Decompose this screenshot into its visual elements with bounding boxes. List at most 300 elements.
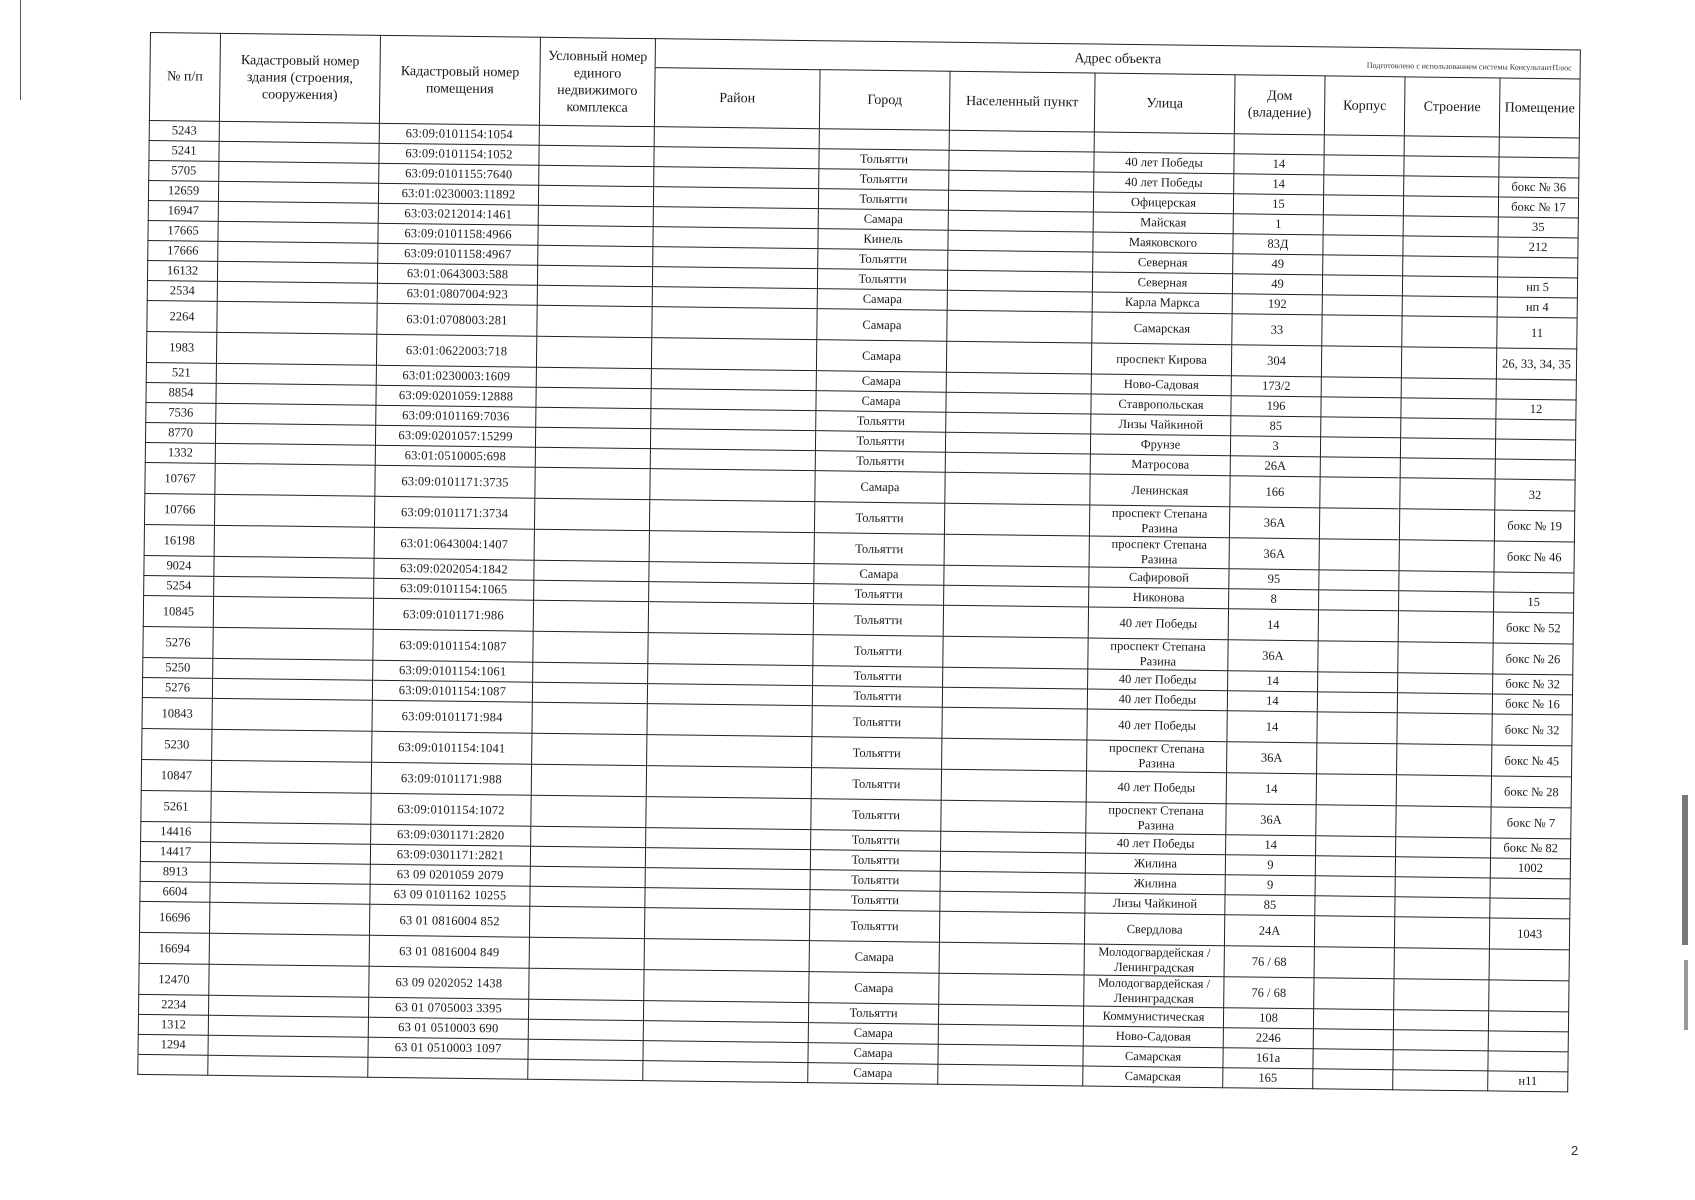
cell-street: Никонова [1089, 587, 1229, 609]
cell-room-cadastral: 63:09:0101154:1065 [374, 578, 534, 600]
cell-building [1404, 176, 1499, 197]
cell-settlement [949, 150, 1094, 172]
cell-complex-number [535, 427, 650, 448]
cell-city: Тольятти [812, 706, 942, 739]
cell-building [1401, 418, 1496, 439]
cell-street: проспект Степана Разина [1087, 740, 1227, 773]
cell-room-cadastral: 63:09:0101154:1052 [379, 143, 539, 165]
cell-complex-number [528, 1059, 643, 1080]
cell-room-cadastral: 63:09:0101154:1072 [371, 793, 531, 826]
cell-settlement [946, 412, 1091, 434]
cell-korpus [1321, 346, 1401, 378]
cell-premises [1490, 898, 1570, 919]
cell-korpus [1319, 570, 1399, 591]
cell-npp: 2534 [147, 280, 217, 301]
cell-complex-number [532, 682, 647, 703]
cell-settlement [940, 871, 1085, 893]
cell-settlement [944, 565, 1089, 587]
cell-building-cadastral [211, 760, 371, 793]
cell-settlement [943, 605, 1088, 638]
header-korpus: Корпус [1324, 76, 1405, 136]
cell-building [1394, 917, 1489, 949]
cell-district [644, 908, 809, 941]
cell-premises: 32 [1495, 479, 1575, 511]
cell-building [1396, 775, 1491, 807]
cell-room-cadastral: 63:09:0101171:3734 [374, 496, 534, 529]
cell-house: 14 [1226, 835, 1316, 856]
cell-premises [1495, 459, 1575, 480]
cell-house: 2246 [1223, 1028, 1313, 1049]
cell-korpus [1313, 1049, 1393, 1070]
cell-npp: 6604 [140, 881, 210, 902]
cell-complex-number [529, 968, 644, 1000]
cell-city: Тольятти [814, 584, 944, 606]
cell-room-cadastral: 63 09 0101162 10255 [370, 884, 530, 906]
cell-building-cadastral [218, 201, 378, 223]
cell-room-cadastral: 63:09:0301171:2821 [370, 844, 530, 866]
cell-street: Ленинская [1090, 474, 1230, 507]
cell-room-cadastral: 63:01:0510005:698 [375, 445, 535, 467]
cell-street: Карла Маркса [1092, 292, 1232, 314]
cell-street: Ново-Садовая [1091, 374, 1231, 396]
cell-korpus [1322, 295, 1402, 316]
cell-premises: бокс № 28 [1491, 776, 1571, 808]
cell-building [1398, 611, 1493, 643]
cell-building [1396, 837, 1491, 858]
cell-district [650, 469, 815, 502]
cell-house: 9 [1225, 875, 1315, 896]
cell-premises [1489, 980, 1569, 1012]
cell-street: 40 лет Победы [1088, 607, 1228, 640]
cell-building [1396, 806, 1491, 838]
cell-building [1403, 196, 1498, 217]
cell-city: Самара [816, 371, 946, 393]
cell-complex-number [536, 387, 651, 408]
cell-npp: 7536 [146, 402, 216, 423]
cell-house: 304 [1231, 345, 1321, 377]
cell-npp: 5243 [149, 120, 219, 141]
cell-city: Тольятти [809, 910, 939, 943]
cell-room-cadastral: 63:09:0101154:1087 [372, 680, 532, 702]
cell-building-cadastral [218, 241, 378, 263]
cell-district [651, 369, 816, 391]
cell-street: 40 лет Победы [1086, 771, 1226, 804]
cell-district [648, 602, 813, 635]
scan-edge-line [20, 0, 21, 100]
cell-complex-number [536, 336, 651, 368]
cell-korpus [1316, 774, 1396, 806]
cell-room-cadastral: 63 01 0510003 1097 [368, 1037, 528, 1059]
cell-city: Самара [818, 209, 948, 231]
cell-building [1402, 276, 1497, 297]
cell-npp: 16198 [144, 524, 214, 556]
cell-room-cadastral: 63:09:0101158:4967 [378, 243, 538, 265]
cell-district [648, 633, 813, 666]
cell-city: Тольятти [814, 502, 944, 535]
cell-city: Тольятти [810, 890, 940, 912]
cell-korpus [1319, 508, 1399, 540]
cell-npp: 1983 [146, 331, 216, 363]
cell-building-cadastral [209, 964, 369, 997]
cell-room-cadastral: 63:09:0101154:1041 [372, 731, 532, 764]
cell-settlement [947, 270, 1092, 292]
cell-building-cadastral [208, 995, 368, 1017]
cell-room-cadastral: 63 09 0201059 2079 [370, 864, 530, 886]
cell-settlement [946, 341, 1091, 374]
cell-premises [1488, 1011, 1568, 1032]
cell-korpus [1321, 377, 1401, 398]
cell-district [645, 888, 810, 910]
cell-npp: 5241 [149, 140, 219, 161]
cell-street: проспект Степана Разина [1088, 638, 1228, 671]
cell-npp: 8770 [145, 422, 215, 443]
cell-premises: 1002 [1490, 858, 1570, 879]
cell-premises: бокс № 19 [1494, 510, 1574, 542]
cell-premises [1496, 419, 1576, 440]
cell-building [1399, 540, 1494, 572]
cell-city: Кинель [818, 229, 948, 251]
cell-street: 40 лет Победы [1087, 689, 1227, 711]
cell-korpus [1317, 692, 1397, 713]
cell-district [645, 868, 810, 890]
cell-premises [1488, 1031, 1568, 1052]
cell-city: Самара [809, 972, 939, 1005]
cell-street: проспект Степана Разина [1089, 536, 1229, 569]
cell-npp: 10845 [143, 595, 213, 627]
cell-npp: 5276 [142, 677, 212, 698]
cell-npp: 12470 [139, 963, 209, 995]
cell-room-cadastral: 63 01 0816004 852 [369, 904, 529, 937]
cell-building [1397, 713, 1492, 745]
cell-house: 192 [1232, 294, 1322, 315]
header-complex-number: Условный номер единого недвижимого комплекса [539, 37, 655, 126]
cell-city: Тольятти [812, 737, 942, 770]
cell-building-cadastral [209, 902, 369, 935]
cell-premises: бокс № 45 [1492, 745, 1572, 777]
cell-premises [1488, 1051, 1568, 1072]
cell-district [647, 704, 812, 737]
cell-room-cadastral: 63:09:0201057:15299 [375, 425, 535, 447]
cell-building-cadastral [212, 729, 372, 762]
cell-house: 14 [1234, 174, 1324, 195]
cell-premises [1490, 878, 1570, 899]
cell-building-cadastral [208, 1015, 368, 1037]
cell-district [644, 939, 809, 972]
cell-city: Тольятти [812, 686, 942, 708]
cell-premises: нп 5 [1497, 277, 1577, 298]
cell-city: Тольятти [815, 431, 945, 453]
cell-building-cadastral [214, 525, 374, 558]
cell-complex-number [528, 999, 643, 1020]
cell-complex-number [534, 529, 649, 561]
cell-settlement [938, 1064, 1083, 1086]
cell-city: Самара [815, 471, 945, 504]
cell-korpus [1319, 539, 1399, 571]
cell-building [1395, 857, 1490, 878]
cell-building-cadastral [215, 443, 375, 465]
cell-settlement [948, 230, 1093, 252]
cell-street: 40 лет Победы [1094, 152, 1234, 174]
cell-korpus [1313, 1029, 1393, 1050]
cell-house: 36А [1228, 640, 1318, 672]
cell-building [1397, 693, 1492, 714]
cell-premises [1495, 439, 1575, 460]
cell-house: 166 [1230, 476, 1320, 508]
cell-district [653, 187, 818, 209]
cell-district [649, 582, 814, 604]
cell-building-cadastral [218, 221, 378, 243]
cell-korpus [1324, 155, 1404, 176]
cell-building [1399, 509, 1494, 541]
cell-settlement [944, 585, 1089, 607]
cell-house: 33 [1232, 314, 1322, 346]
header-premises: Помещение [1499, 78, 1580, 138]
cell-building-cadastral [216, 403, 376, 425]
cell-complex-number [534, 498, 649, 530]
header-settlement: Населенный пункт [949, 71, 1095, 132]
cell-house: 196 [1231, 396, 1321, 417]
cell-building-cadastral [210, 842, 370, 864]
cell-building-cadastral [214, 556, 374, 578]
cell-premises: 15 [1494, 592, 1574, 613]
cell-district [647, 735, 812, 768]
cell-street: 40 лет Победы [1094, 172, 1234, 194]
cell-house: 3 [1230, 436, 1320, 457]
cell-house: 36А [1229, 507, 1319, 539]
cell-city: Тольятти [810, 870, 940, 892]
cell-city: Тольятти [818, 249, 948, 271]
cell-building [1399, 591, 1494, 612]
cell-korpus [1315, 876, 1395, 897]
cell-npp: 5276 [143, 626, 213, 658]
cell-building-cadastral [214, 494, 374, 527]
cell-korpus [1314, 947, 1394, 979]
cell-street: Сафировой [1089, 567, 1229, 589]
cell-building [1398, 673, 1493, 694]
cell-house: 14 [1234, 154, 1324, 175]
cell-district [646, 828, 811, 850]
cell-complex-number [532, 702, 647, 734]
cell-complex-number [530, 846, 645, 867]
cell-building [1394, 948, 1489, 980]
cell-korpus [1317, 743, 1397, 775]
cell-house: 14 [1226, 773, 1316, 805]
cell-building [1394, 979, 1489, 1011]
cell-building [1401, 347, 1496, 379]
cell-building [1399, 571, 1494, 592]
cell-street: Жилина [1085, 873, 1225, 895]
cell-house: 76 / 68 [1224, 977, 1314, 1009]
cell-room-cadastral: 63:09:0101171:986 [373, 598, 533, 631]
cell-korpus [1324, 175, 1404, 196]
cell-building [1402, 316, 1497, 348]
cell-building-cadastral [208, 1055, 368, 1077]
cell-building-cadastral [211, 822, 371, 844]
cell-building [1395, 897, 1490, 918]
cell-house: 26А [1230, 456, 1320, 477]
cell-district [643, 1021, 808, 1043]
cell-district [646, 797, 811, 830]
cell-complex-number [537, 265, 652, 286]
cell-complex-number [534, 580, 649, 601]
cell-building [1403, 216, 1498, 237]
cell-settlement [939, 911, 1084, 944]
cell-building-cadastral [216, 363, 376, 385]
cell-street: Офицерская [1093, 192, 1233, 214]
cell-room-cadastral: 63:09:0101154:1061 [373, 660, 533, 682]
cell-settlement [941, 831, 1086, 853]
cell-settlement [942, 738, 1087, 771]
cell-street: Коммунистическая [1083, 1006, 1223, 1028]
cell-npp: 16696 [139, 901, 209, 933]
consultant-plus-note: Подготовлено с использованием системы КонсультантПлюс [1366, 60, 1572, 73]
cell-room-cadastral: 63:09:0101171:3735 [375, 465, 535, 498]
cell-house: 85 [1231, 416, 1321, 437]
cell-complex-number [533, 600, 648, 632]
cell-street: Северная [1092, 272, 1232, 294]
cell-building-cadastral [217, 281, 377, 303]
cell-district [654, 167, 819, 189]
cell-korpus [1315, 856, 1395, 877]
cell-complex-number [537, 305, 652, 337]
cell-complex-number [534, 560, 649, 581]
cell-district [652, 287, 817, 309]
cell-settlement [945, 432, 1090, 454]
cell-complex-number [539, 165, 654, 186]
cell-building-cadastral [210, 882, 370, 904]
cell-complex-number [539, 125, 654, 146]
cell-district [649, 531, 814, 564]
cell-district [653, 247, 818, 269]
cell-city: Тольятти [814, 533, 944, 566]
cell-city: Самара [814, 564, 944, 586]
cell-building [1403, 236, 1498, 257]
cell-premises: бокс № 26 [1493, 643, 1573, 675]
cell-settlement [942, 687, 1087, 709]
cell-korpus [1314, 978, 1394, 1010]
cell-complex-number [538, 205, 653, 226]
cell-room-cadastral: 63:01:0643004:1407 [374, 527, 534, 560]
cell-korpus [1316, 805, 1396, 837]
cell-settlement [946, 392, 1091, 414]
cell-settlement [944, 503, 1089, 536]
cell-district [645, 848, 810, 870]
cell-settlement [939, 973, 1084, 1006]
cell-room-cadastral: 63:09:0101158:4966 [378, 223, 538, 245]
cell-complex-number [532, 733, 647, 765]
cell-building [1400, 438, 1495, 459]
cell-npp: 10843 [142, 697, 212, 729]
cell-complex-number [538, 225, 653, 246]
cell-premises [1498, 257, 1578, 278]
cell-district [652, 307, 817, 340]
cell-house: 85 [1225, 895, 1315, 916]
cell-street: Майская [1093, 212, 1233, 234]
cell-street: Самарская [1083, 1046, 1223, 1068]
cell-house: 83Д [1233, 234, 1323, 255]
cell-complex-number [535, 467, 650, 499]
cell-building-cadastral [214, 576, 374, 598]
cell-street: Северная [1093, 252, 1233, 274]
cell-building [1403, 256, 1498, 277]
cell-npp: 8854 [146, 382, 216, 403]
cell-district [650, 449, 815, 471]
cell-room-cadastral: 63:01:0230003:11892 [378, 183, 538, 205]
cell-street: Молодогвардейская / Ленинградская [1084, 975, 1224, 1008]
header-street: Улица [1094, 73, 1235, 134]
cell-house: 9 [1225, 855, 1315, 876]
cell-street: Фрунзе [1090, 434, 1230, 456]
cell-district [647, 684, 812, 706]
cell-room-cadastral: 63 01 0510003 690 [368, 1017, 528, 1039]
cell-room-cadastral: 63:01:0708003:281 [377, 303, 537, 336]
cell-building-cadastral [213, 658, 373, 680]
cell-street: Матросова [1090, 454, 1230, 476]
cell-complex-number [537, 285, 652, 306]
cell-building-cadastral [217, 301, 377, 334]
cell-district [651, 409, 816, 431]
cell-house: 15 [1233, 194, 1323, 215]
cell-city: Самара [816, 340, 946, 373]
cell-house: 49 [1232, 274, 1322, 295]
cell-building-cadastral [215, 423, 375, 445]
cell-building [1404, 156, 1499, 177]
cell-settlement [939, 942, 1084, 975]
cell-korpus [1319, 590, 1399, 611]
cell-city: Тольятти [813, 604, 943, 637]
cell-house: 49 [1233, 254, 1323, 275]
cell-settlement [949, 130, 1094, 152]
cell-city: Тольятти [817, 269, 947, 291]
cell-settlement [944, 534, 1089, 567]
cell-building-cadastral [210, 862, 370, 884]
cell-district [643, 1041, 808, 1063]
cell-building-cadastral [216, 332, 376, 365]
cell-room-cadastral: 63:09:0101155:7640 [379, 163, 539, 185]
header-npp: № п/п [149, 33, 220, 122]
cell-building [1400, 478, 1495, 510]
cell-room-cadastral [368, 1057, 528, 1079]
cell-premises: нп 4 [1497, 297, 1577, 318]
cell-room-cadastral: 63 01 0816004 849 [369, 935, 529, 968]
cell-house: 14 [1227, 691, 1317, 712]
cell-district [651, 389, 816, 411]
cell-korpus [1314, 916, 1394, 948]
cell-street: Жилина [1085, 853, 1225, 875]
cell-building [1395, 877, 1490, 898]
cell-premises [1489, 949, 1569, 981]
cell-npp: 16132 [147, 260, 217, 281]
cell-room-cadastral: 63:09:0101154:1054 [379, 123, 539, 145]
cell-house: 24А [1224, 915, 1314, 947]
cell-city: Самара [809, 941, 939, 974]
cell-street: проспект Степана Разина [1089, 505, 1229, 538]
cell-korpus [1318, 641, 1398, 673]
cell-district [648, 664, 813, 686]
cell-npp: 8913 [140, 861, 210, 882]
cell-korpus [1320, 477, 1400, 509]
cell-room-cadastral: 63:01:0622003:718 [376, 334, 536, 367]
cell-npp: 14417 [140, 841, 210, 862]
cell-city: Самара [817, 309, 947, 342]
cell-complex-number [529, 937, 644, 969]
cell-room-cadastral: 63:09:0202054:1842 [374, 558, 534, 580]
cell-building-cadastral [218, 181, 378, 203]
cell-street: Ставропольская [1091, 394, 1231, 416]
cell-city: Самара [808, 1043, 938, 1065]
cell-korpus [1320, 457, 1400, 478]
cell-building-cadastral [212, 678, 372, 700]
